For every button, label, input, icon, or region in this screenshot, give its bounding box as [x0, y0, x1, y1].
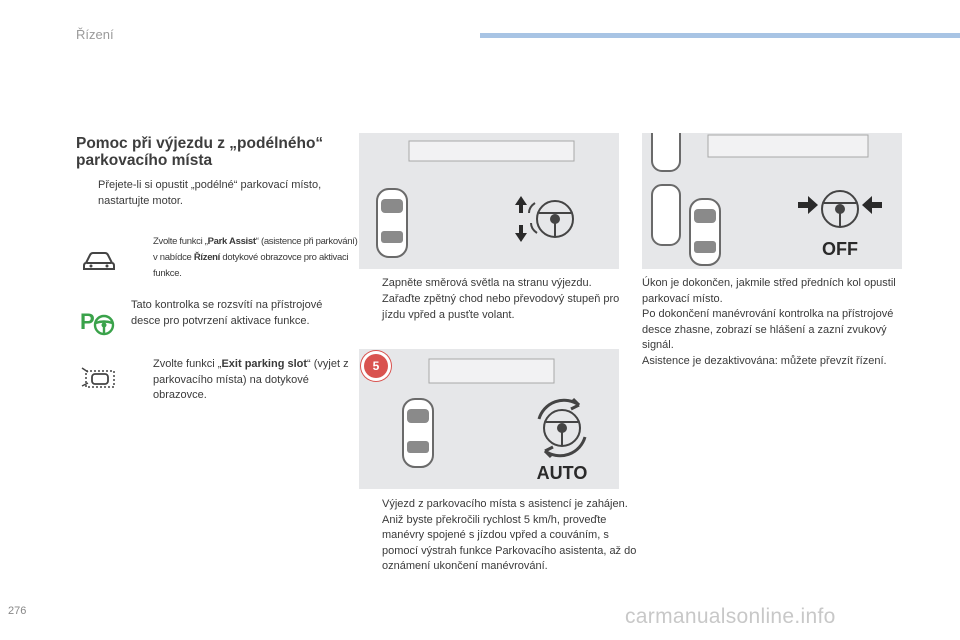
- completion-text-2: Po dokončení manévrování kontrolka na přístrojové desce zhasne, zobrazí se hlášení a zazní zvukový signál.: [642, 308, 894, 351]
- page-number: 276: [8, 605, 27, 617]
- chapter-title: Řízení: [76, 27, 114, 42]
- completion-text-1: Úkon je dokončen, jakmile střed předních kol opustil parkovací místo.: [642, 277, 896, 305]
- section-title: [76, 135, 356, 169]
- step-assisted-exit: Výjezd z parkovacího místa s asistencí je zahájen. Aniž byste překročili rychlost 5 km/h, proveďte manévry spojené s jízdou vpřed a couváním, s pomocí výstrah funkce Parkovacího asistenta, až do oznámení ukončení manévrování.: [382, 498, 637, 572]
- parked-car-icon: [377, 189, 407, 257]
- exit-parking-slot-icon: [80, 366, 118, 390]
- note-park-assist: Zvolte funkci „Park Assist“ (asistence při parkování) v nabídce Řízení dotykové obrazovce pro aktivaci funkce.: [153, 236, 358, 279]
- completion-text-3: Asistence je dezaktivována: můžete převzít řízení.: [642, 354, 887, 367]
- park-assist-indicator-icon: [80, 308, 116, 338]
- watermark: carmanualsonline.info: [625, 605, 836, 628]
- step-start-engine: Přejete-li si opustit „podélné“ parkovací místo, nastartujte motor.: [98, 179, 322, 207]
- completion-description: [642, 276, 902, 369]
- auto-steering-wheel-icon: [539, 399, 585, 457]
- step-select-gear: Zařaďte zpětný chod nebo převodový stupeň pro jízdu vpřed a pusťte volant.: [382, 293, 620, 321]
- indicator-letter: P: [80, 309, 95, 334]
- menu-item-exit-parking-slot: Exit parking slot: [221, 358, 308, 370]
- auto-label: AUTO: [536, 463, 588, 483]
- steering-wheel-off-icon: [822, 191, 858, 227]
- illustration-indicator-reverse: [359, 133, 619, 269]
- step-turn-signal: Zapněte směrová světla na stranu výjezdu.: [382, 277, 592, 289]
- menu-item-park-assist: Park Assist: [207, 236, 256, 247]
- section-title-line1: Pomoc při výjezdu z „podélného“: [76, 135, 324, 152]
- up-down-arrows-icon: [515, 196, 527, 242]
- header-accent-bar: [480, 33, 960, 38]
- off-label: OFF: [822, 239, 858, 259]
- step-exit-parking-slot: Zvolte funkci „Exit parking slot“ (vyjet z parkovacího místa) na dotykové obrazovce.: [153, 358, 349, 401]
- steering-wheel-icon: [529, 201, 573, 237]
- illustration-auto-steering: [359, 349, 619, 489]
- indicator-description: Tato kontrolka se rozsvítí na přístrojové desce pro potvrzení aktivace funkce.: [131, 299, 323, 327]
- illustration-off: [642, 133, 902, 269]
- step-number-badge: 5: [364, 354, 388, 378]
- car-outline-icon: [82, 250, 116, 272]
- section-title-line2: parkovacího místa: [76, 152, 213, 169]
- parked-car-icon: [403, 399, 433, 467]
